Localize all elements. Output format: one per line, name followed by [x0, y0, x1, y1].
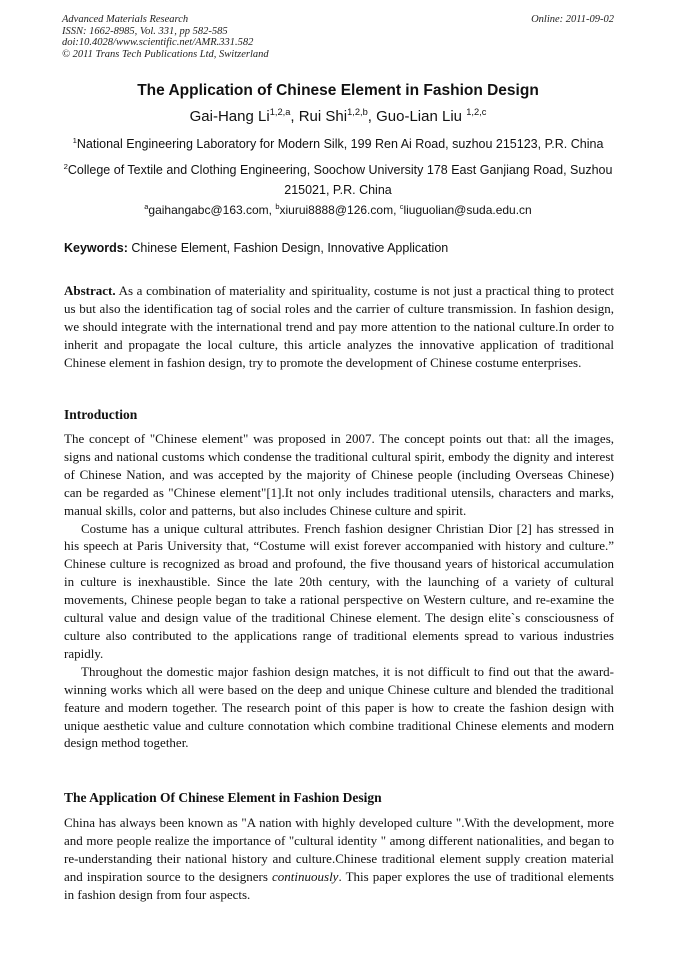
email-link[interactable]: gaihangabc@163.com	[148, 203, 269, 217]
affiliation-text: National Engineering Laboratory for Modern Silk, 199 Ren Ai Road, suzhou 215123, P.R. China	[76, 137, 604, 151]
online-date: Online: 2011-09-02	[531, 14, 614, 25]
author-sup: 1,2,c	[466, 107, 487, 117]
abstract-label: Abstract.	[64, 283, 116, 298]
issn-line: ISSN: 1662-8985, Vol. 331, pp 582-585	[62, 25, 228, 37]
journal-name: Advanced Materials Research	[62, 14, 189, 25]
author-name: Rui Shi	[298, 108, 348, 125]
keywords-label: Keywords:	[64, 241, 128, 255]
email-list: $^a$gaihangabc@163.com, $^b$xiurui8888@126.com, $^c$liuguolian@suda.edu.cn	[144, 202, 532, 217]
paragraph	[64, 814, 614, 904]
copyright-line: © 2011 Trans Tech Publications Ltd, Switzerland	[62, 48, 269, 60]
paragraph: Costume has a unique cultural attributes. French fashion designer Christian Dior [2] has stressed in his speech at Paris University that, “Costume will exist forever accompanied with history and culture.” Chinese culture is recognized as broad and profound, the five thousand years of historical accumulation in culture is inexhaustible. Since the late 20th century, with the launching of a variety of cultural movements, Chinese people began to take a rational perspective on Western culture, and re-examine the cultural value and design value of the traditional Chinese element. The design elite`s consciousness of culture also contributed to the applications range of traditional elements spread to various industries rapidly.	[64, 520, 614, 661]
keywords-line	[64, 241, 616, 255]
paragraph-text: China has always been known as "A nation with highly developed culture ".With the development, more and more people realize the importance of "cultural identity " among different nationalities, and began to re-understanding their national history and culture.Chinese traditional element supply creation material and inspiration source to the designers	[64, 815, 614, 884]
affiliation-1	[62, 134, 614, 154]
paragraph-text: . This paper explores the use of traditional elements in fashion design from four aspects.	[64, 868, 614, 902]
paragraph: Throughout the domestic major fashion design matches, it is not difficult to find out that the award-winning works which all were based on the deep and unique Chinese culture and blended the traditional feature and modern together. The research point of this paper is how to create the fashion design with unique aesthetic value and culture connotation which combine traditional Chinese elements and modern design method together.	[64, 663, 614, 751]
section-heading: Introduction	[64, 407, 138, 422]
emphasis-text: continuously	[272, 868, 339, 884]
author-name: Guo-Lian Liu	[376, 108, 463, 125]
email-link[interactable]: liuguolian@suda.edu.cn	[403, 203, 532, 217]
abstract-text: As a combination of materiality and spirituality, costume is not just a practical thing to protect us but also the identification tag of social roles and the carrier of culture transmission. In fashion design, we should integrate with the international trend and pay more attention to the national culture.In order to inherit and propagate the local culture, this article analyzes the innovative application of traditional Chinese element in fashion design, try to promote the development of Chinese costume enterprises.	[64, 283, 614, 370]
affiliation-sup: 1	[72, 135, 77, 145]
keywords-text: Chinese Element, Fashion Design, Innovative Application	[131, 241, 449, 255]
paper-title: The Application of Chinese Element in Fashion Design	[137, 82, 539, 99]
abstract	[64, 282, 614, 372]
email-sup: b	[275, 202, 280, 211]
introduction-body	[64, 430, 614, 752]
affiliation-sup: 2	[63, 161, 68, 171]
doi-line[interactable]: doi:10.4028/www.scientific.net/AMR.331.582	[62, 37, 254, 48]
email-sup: a	[144, 202, 149, 211]
journal-header	[62, 14, 614, 60]
affiliation-text: College of Textile and Clothing Engineering, Soochow University 178 East Ganjiang Road, Suzhou 215021, P.R. China	[67, 163, 613, 197]
author-sup: 1,2,b	[347, 107, 368, 117]
paragraph: The concept of "Chinese element" was proposed in 2007. The concept points out that: all the images, signs and national customs which condense the traditional cultural spirit, embody the dignity and interest of Chinese Nation, and was accepted by the majority of Chinese people (including Overseas Chinese) can be regarded as "Chinese element"[1].It not only includes traditional utensils, characters and marks, manual skills, color and patterns, but also includes Chinese culture and spirit.	[64, 431, 614, 518]
email-sup: c	[399, 202, 404, 211]
application-body	[64, 814, 614, 904]
email-link[interactable]: xiurui8888@126.com	[279, 203, 394, 217]
author-sup: 1,2,a	[269, 107, 291, 117]
section-heading: The Application Of Chinese Element in Fashion Design	[64, 790, 382, 805]
affiliation-2	[62, 160, 614, 200]
author-name: Gai-Hang Li	[189, 108, 270, 125]
author-list: Gai-Hang Li$^{1,2,a}$, Rui Shi$^{1,2,b}$, Guo-Lian Liu $^{1,2,c}$	[189, 107, 487, 125]
